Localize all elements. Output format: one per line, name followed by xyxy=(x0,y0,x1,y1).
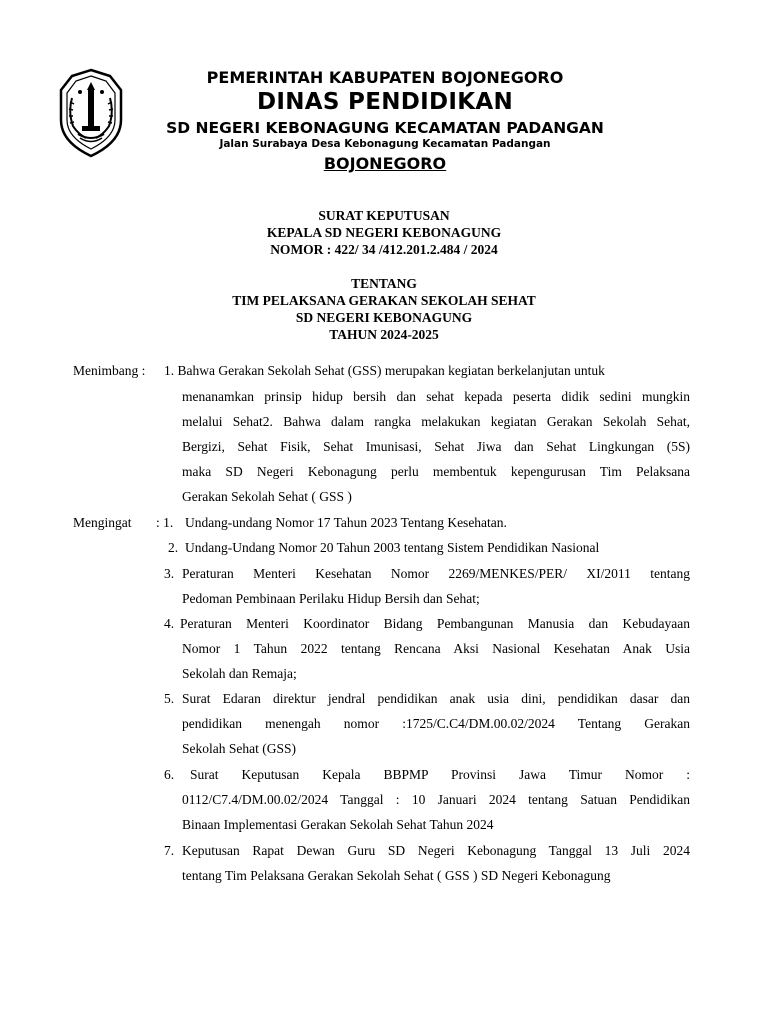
letterhead-city: BOJONEGORO xyxy=(323,154,447,173)
mengingat-item-number: 3. xyxy=(164,566,175,581)
mengingat-item-7: tentang Tim Pelaksana Gerakan Sekolah Sehat ( GSS ) SD Negeri Kebonagung xyxy=(182,868,611,883)
menimbang-line: 1. Bahwa Gerakan Sekolah Sehat (GSS) merupakan kegiatan berkelanjutan untuk xyxy=(164,363,605,378)
subject-label: TENTANG xyxy=(351,276,417,291)
mengingat-item-6: Surat Keputusan Kepala BBPMP Provinsi Jawa Timur Nomor : xyxy=(190,767,690,782)
menimbang-line: Gerakan Sekolah Sehat ( GSS ) xyxy=(182,489,352,504)
mengingat-item-6: Binaan Implementasi Gerakan Sekolah Sehat Tahun 2024 xyxy=(182,817,494,832)
decree-title: SURAT KEPUTUSAN xyxy=(318,208,450,223)
mengingat-item-4: Peraturan Menteri Koordinator Bidang Pembangunan Manusia dan Kebudayaan xyxy=(180,616,690,631)
mengingat-item-4: Nomor 1 Tahun 2022 tentang Rencana Aksi Nasional Kesehatan Anak Usia xyxy=(182,641,690,656)
menimbang-line: menanamkan prinsip hidup bersih dan sehat kepada peserta didik sedini mungkin xyxy=(182,389,690,404)
decree-number: NOMOR : 422/ 34 /412.201.2.484 / 2024 xyxy=(270,242,498,257)
letterhead-government: PEMERINTAH KABUPATEN BOJONEGORO xyxy=(206,68,564,87)
mengingat-item-number: 4. xyxy=(164,616,175,631)
bojonegoro-emblem-logo xyxy=(58,68,124,158)
mengingat-item-5: pendidikan menengah nomor :1725/C.C4/DM.00.02/2024 Tentang Gerakan xyxy=(182,716,690,731)
mengingat-item-5: Sekolah Sehat (GSS) xyxy=(182,741,296,756)
decree-issuer: KEPALA SD NEGERI KEBONAGUNG xyxy=(266,225,502,240)
mengingat-item-number: 5. xyxy=(164,691,175,706)
mengingat-item-3: Pedoman Pembinaan Perilaku Hidup Bersih dan Sehat; xyxy=(182,591,480,606)
letterhead-agency: DINAS PENDIDIKAN xyxy=(256,89,514,115)
decree-subject xyxy=(100,275,668,343)
subject-line-3: TAHUN 2024-2025 xyxy=(329,327,439,342)
mengingat-colon: : 1. xyxy=(156,515,174,530)
mengingat-item-4: Sekolah dan Remaja; xyxy=(182,666,297,681)
mengingat-item-5: Surat Edaran direktur jendral pendidikan anak usia dini, pendidikan dasar dan xyxy=(182,691,690,706)
decree-heading xyxy=(100,207,668,258)
mengingat-item-7: Keputusan Rapat Dewan Guru SD Negeri Kebonagung Tanggal 13 Juli 2024 xyxy=(182,843,690,858)
mengingat-item-number: 2. xyxy=(168,540,179,555)
menimbang-label: Menimbang : xyxy=(73,363,146,378)
mengingat-item-2: Undang-Undang Nomor 20 Tahun 2003 tentang Sistem Pendidikan Nasional xyxy=(185,540,600,555)
mengingat-item-1: Undang-undang Nomor 17 Tahun 2023 Tentang Kesehatan. xyxy=(185,515,507,530)
mengingat-label: Mengingat xyxy=(73,515,132,530)
letterhead-school: SD NEGERI KEBONAGUNG KECAMATAN PADANGAN xyxy=(166,119,604,137)
subject-line-2: SD NEGERI KEBONAGUNG xyxy=(295,310,473,325)
menimbang-line: Bergizi, Sehat Fisik, Sehat Imunisasi, Sehat Jiwa dan Sehat Lingkungan (5S) xyxy=(182,439,690,454)
letterhead-address: Jalan Surabaya Desa Kebonagung Kecamatan Padangan xyxy=(219,138,551,150)
subject-line-1: TIM PELAKSANA GERAKAN SEKOLAH SEHAT xyxy=(232,293,536,308)
mengingat-item-number: 6. xyxy=(164,767,175,782)
mengingat-item-3: Peraturan Menteri Kesehatan Nomor 2269/MENKES/PER/ XI/2011 tentang xyxy=(182,566,690,581)
mengingat-item-number: 7. xyxy=(164,843,175,858)
mengingat-item-6: 0112/C7.4/DM.00.02/2024 Tanggal : 10 Januari 2024 tentang Satuan Pendidikan xyxy=(182,792,690,807)
menimbang-line: melalui Sehat2. Bahwa dalam rangka melakukan kegiatan Gerakan Sekolah Sehat, xyxy=(182,414,690,429)
menimbang-line: maka SD Negeri Kebonagung perlu membentuk kepengurusan Tim Pelaksana xyxy=(182,464,690,479)
